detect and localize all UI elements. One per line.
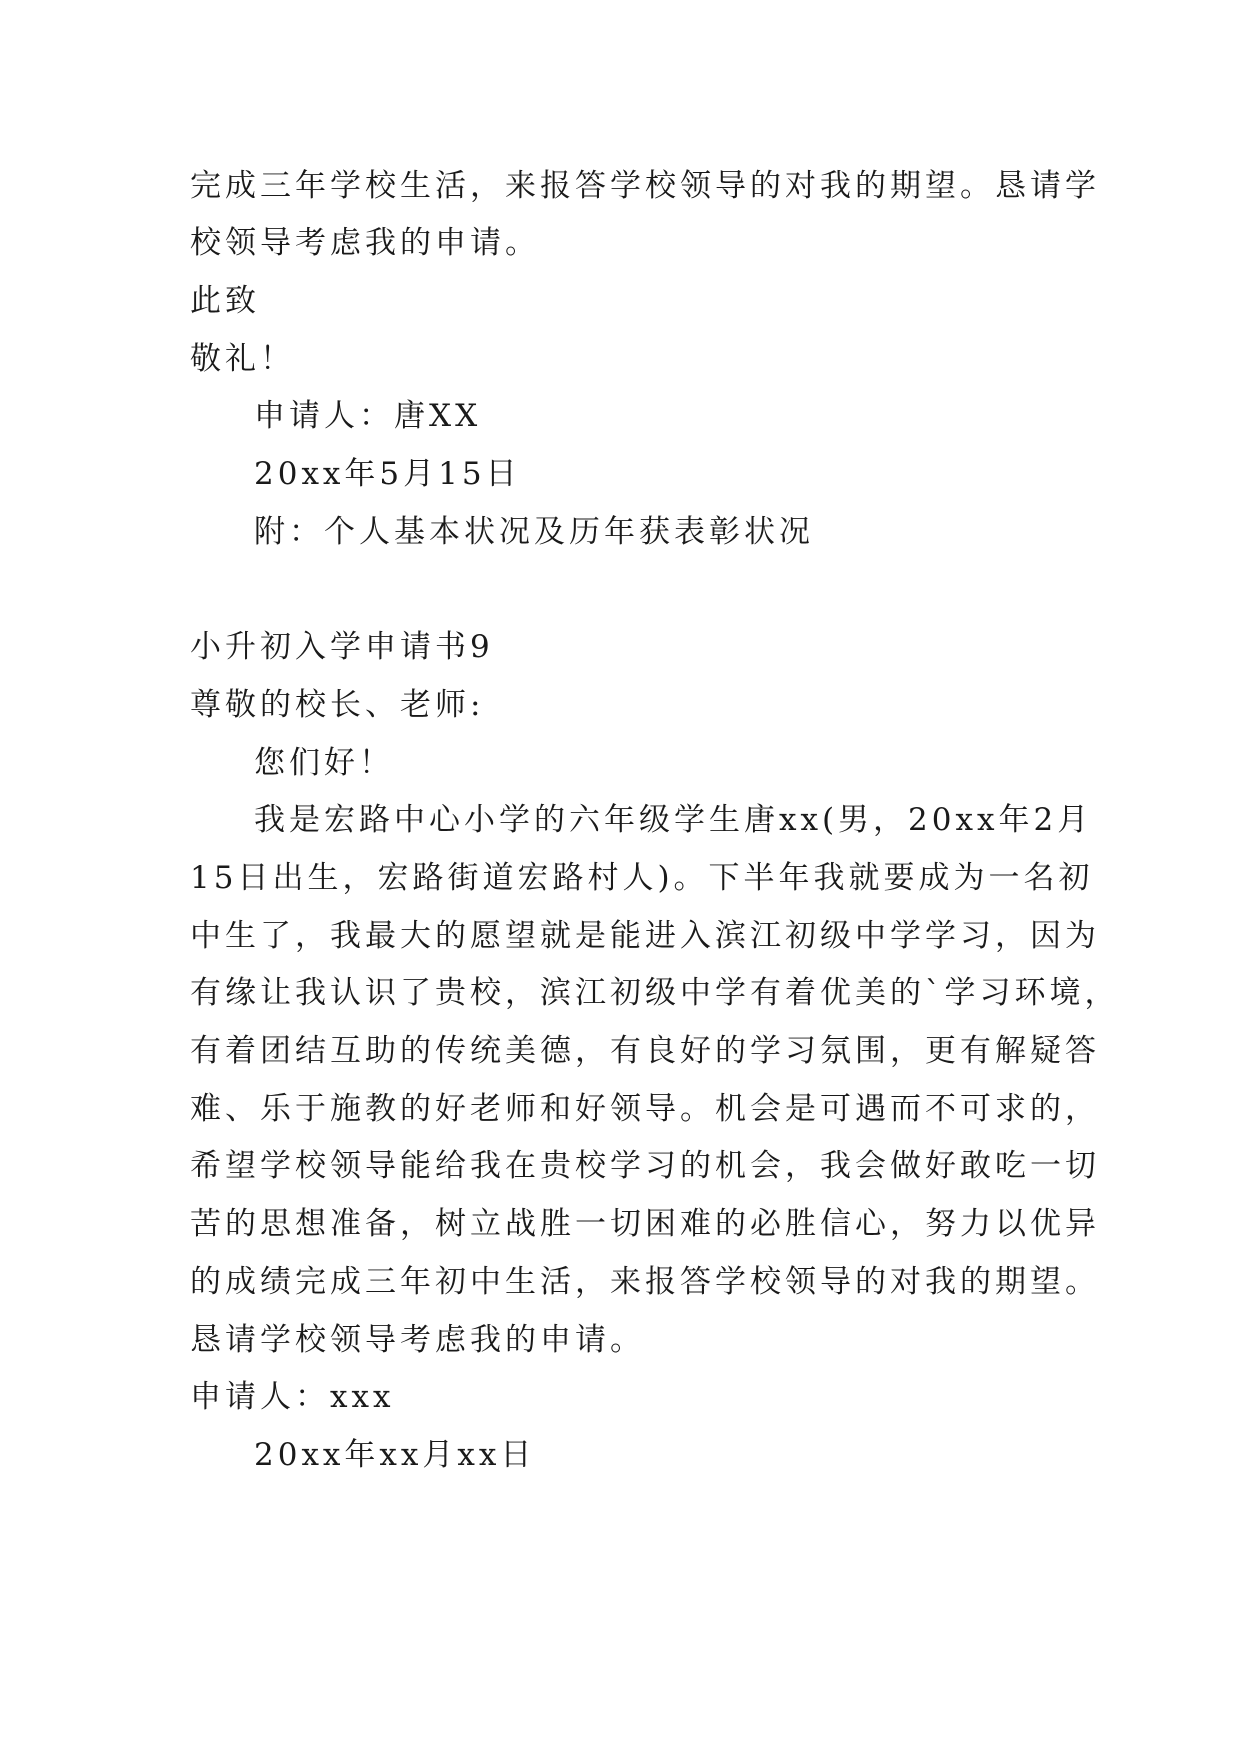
date-line: 20xx年5月15日 <box>254 456 521 492</box>
text-line: 难、乐于施教的好老师和好领导。机会是可遇而不可求的， <box>190 1091 1100 1127</box>
date-line: 20xx年xx月xx日 <box>254 1437 536 1473</box>
text-line: 有着团结互助的传统美德，有良好的学习氛围，更有解疑答 <box>190 1033 1100 1069</box>
section-title: 小升初入学申请书9 <box>190 629 494 665</box>
applicant-signature: 申请人：xxx <box>190 1379 395 1415</box>
applicant-signature: 申请人：唐XX <box>254 398 482 434</box>
closing-salutation: 此致 <box>190 283 260 319</box>
text-line: 校领导考虑我的申请。 <box>190 225 540 261</box>
text-line: 中生了，我最大的愿望就是能进入滨江初级中学学习，因为 <box>190 918 1100 954</box>
text-line: 完成三年学校生活，来报答学校领导的对我的期望。恳请学 <box>190 168 1100 204</box>
text-line: 15日出生，宏路街道宏路村人)。下半年我就要成为一名初 <box>190 860 1094 896</box>
text-line: 的成绩完成三年初中生活，来报答学校领导的对我的期望。 <box>190 1264 1100 1300</box>
text-line: 有缘让我认识了贵校，滨江初级中学有着优美的`学习环境， <box>190 975 1120 1011</box>
text-line: 我是宏路中心小学的六年级学生唐xx(男，20xx年2月 <box>254 802 1093 838</box>
attachment-note: 附：个人基本状况及历年获表彰状况 <box>254 514 814 550</box>
greeting: 您们好！ <box>254 745 394 781</box>
text-line: 希望学校领导能给我在贵校学习的机会，我会做好敢吃一切 <box>190 1148 1100 1184</box>
salutation: 尊敬的校长、老师: <box>190 687 485 723</box>
text-line: 恳请学校领导考虑我的申请。 <box>190 1322 645 1358</box>
text-line: 苦的思想准备，树立战胜一切困难的必胜信心，努力以优异 <box>190 1206 1100 1242</box>
closing-regards: 敬礼！ <box>190 341 295 377</box>
